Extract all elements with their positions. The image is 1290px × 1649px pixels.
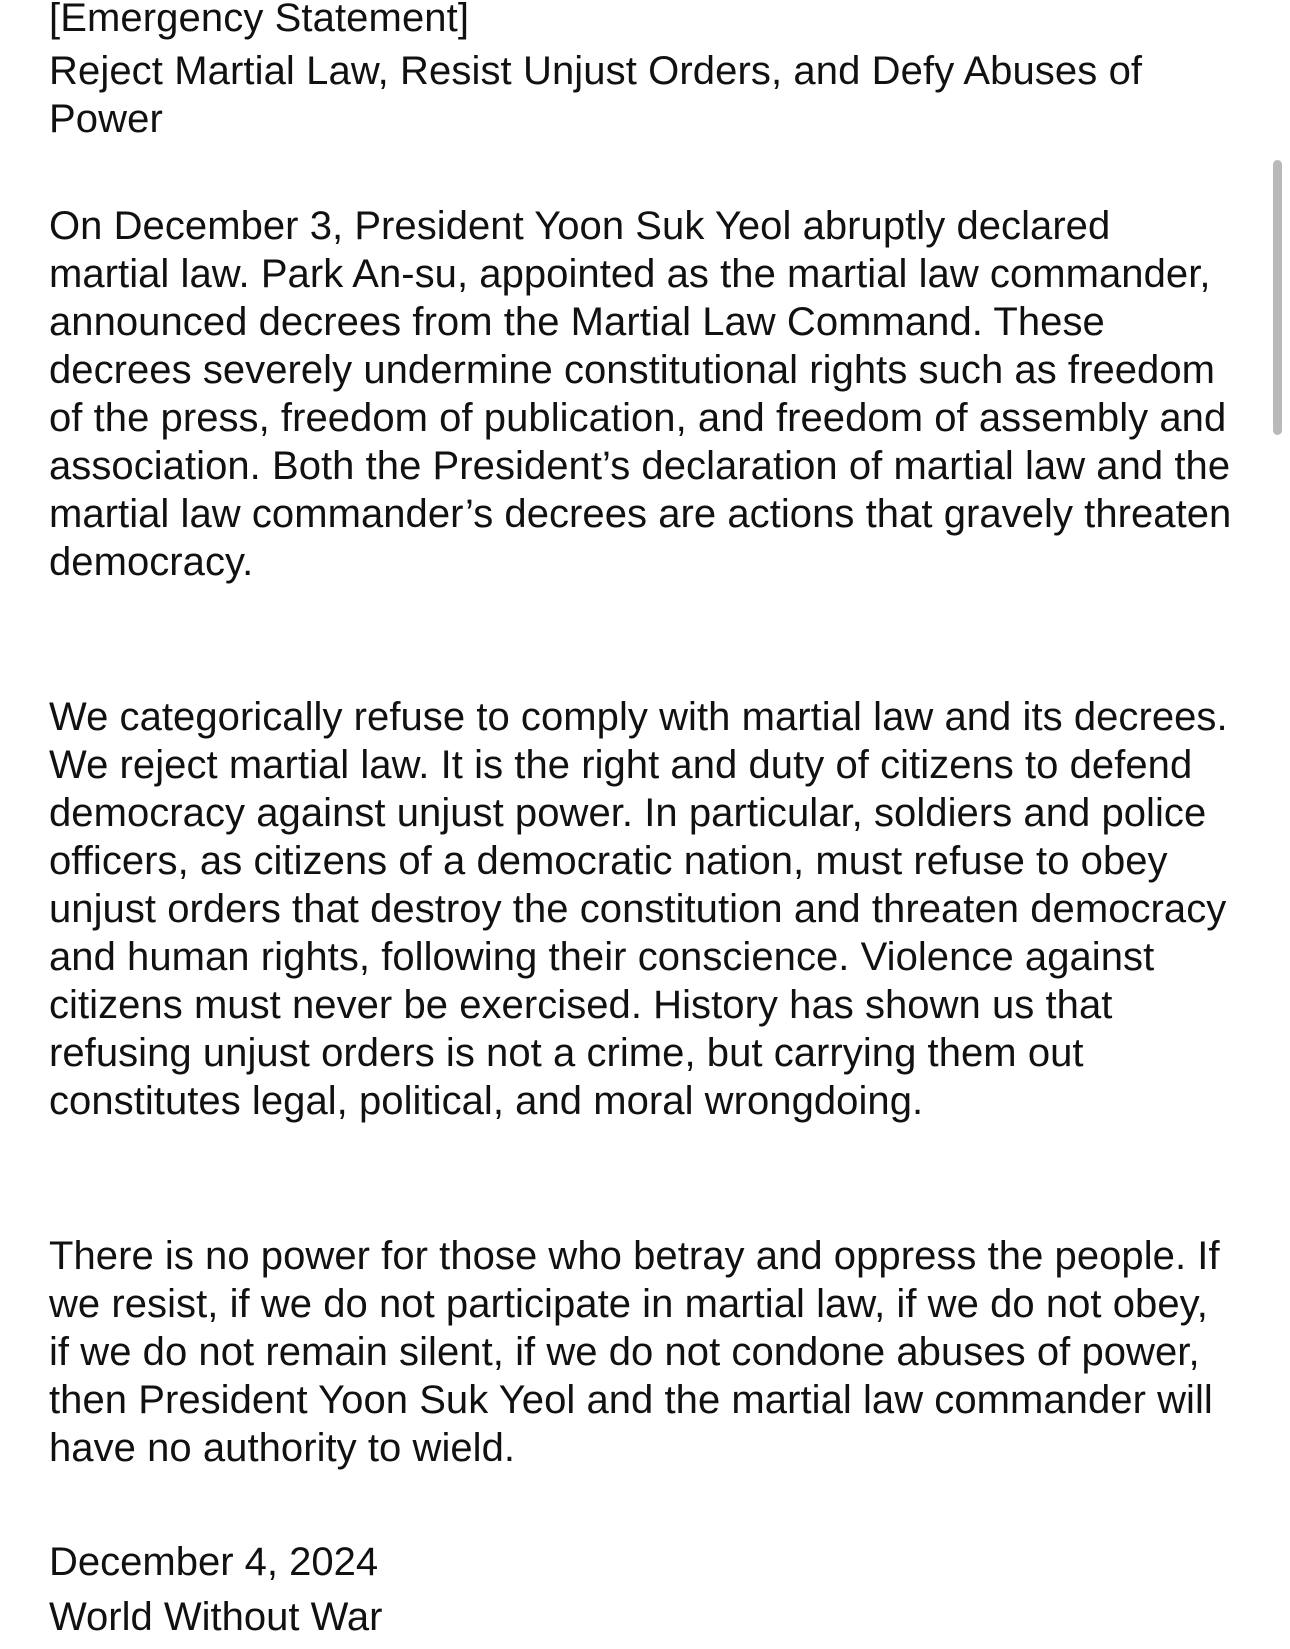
statement-label: [Emergency Statement]	[49, 0, 470, 40]
vertical-scrollbar[interactable]	[1270, 0, 1290, 1649]
statement-organization: World Without War	[49, 1595, 383, 1639]
paragraph-declaration: On December 3, President Yoon Suk Yeol abruptly declared martial law. Park An-su, appointed as the martial law commander, announced decrees from the Martial Law Command. These decrees severely undermine constitutional rights such as freedom of the press, freedom of publication, and freedom of assembly and association. Both the President’s declaration of martial law and the martial law commander’s decrees are actions that gravely threaten democracy.	[49, 204, 1232, 584]
paragraph-resistance: There is no power for those who betray and oppress the people. If we resist, if we do not participate in martial law, if we do not obey, if we do not remain silent, if we do not condone abuses of power, then President Yoon Suk Yeol and the martial law commander will have no authority to wield.	[49, 1234, 1220, 1470]
paragraph-refusal: We categorically refuse to comply with martial law and its decrees. We reject martial law. It is the right and duty of citizens to defend democracy against unjust power. In particular, soldiers and police officers, as citizens of a democratic nation, must refuse to obey unjust orders that destroy the constitution and threaten democracy and human rights, following their conscience. Violence against citizens must never be exercised. History has shown us that refusing unjust orders is not a crime, but carrying them out constitutes legal, political, and moral wrongdoing.	[49, 695, 1228, 1123]
statement-date: December 4, 2024	[49, 1540, 379, 1584]
statement-title: Reject Martial Law, Resist Unjust Orders, and Defy Abuses of Power	[49, 49, 1143, 141]
scrollbar-thumb[interactable]	[1273, 160, 1282, 435]
statement-heading	[49, 0, 1239, 143]
statement-signoff	[49, 1535, 649, 1645]
